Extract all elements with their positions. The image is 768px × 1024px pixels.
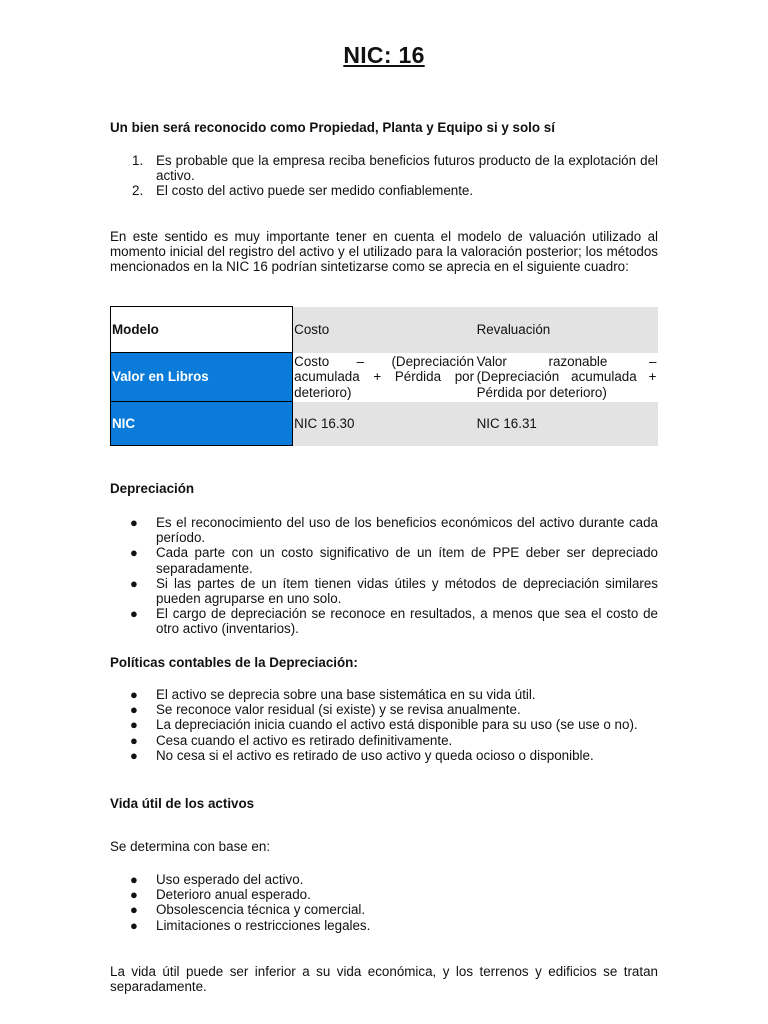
list-item-text: Si las partes de un ítem tienen vidas útiles y métodos de depreciación similares pueden agruparse en uno solo.	[156, 575, 658, 607]
table-row	[111, 307, 658, 353]
bullet-icon: ●	[130, 717, 138, 733]
list-item-text: Es el reconocimiento del uso de los beneficios económicos del activo durante cada período.	[156, 515, 658, 546]
table-row-label: Modelo	[111, 307, 293, 353]
bullet-icon: ●	[130, 872, 138, 887]
bullet-icon: ●	[130, 702, 138, 718]
bullet-icon: ●	[130, 545, 138, 561]
table-cell-revaluacion: Revaluación	[476, 307, 658, 353]
table-cell-revaluacion: NIC 16.31	[476, 402, 658, 446]
list-item-text: Cesa cuando el activo es retirado definitivamente.	[156, 732, 453, 748]
bullet-icon: ●	[130, 515, 138, 530]
list-item-text: La depreciación inicia cuando el activo está disponible para su uso (se use o no).	[156, 717, 638, 733]
list-item-text: Obsolescencia técnica y comercial.	[156, 902, 366, 918]
bullet-icon: ●	[130, 606, 138, 622]
bullet-icon: ●	[130, 575, 138, 591]
bullet-icon: ●	[130, 917, 138, 933]
table-cell-costo: Costo – (Depreciación acumulada + Pérdida por deterioro)	[294, 354, 475, 400]
list-item	[110, 748, 658, 763]
politicas-list	[110, 687, 658, 763]
vida-util-intro: Se determina con base en:	[110, 839, 271, 854]
list-number: 1.	[132, 153, 144, 168]
list-item	[110, 576, 658, 606]
list-item-text: Se reconoce valor residual (si existe) y se revisa anualmente.	[156, 702, 521, 718]
list-item	[110, 717, 658, 732]
list-item-text: Uso esperado del activo.	[156, 872, 304, 887]
list-item	[110, 153, 658, 183]
bullet-icon: ●	[130, 902, 138, 918]
list-item-text: Cada parte con un costo significativo de un ítem de PPE deber ser depreciado separadamente.	[156, 545, 658, 576]
list-item-text: Limitaciones o restricciones legales.	[156, 917, 371, 933]
vida-util-heading: Vida útil de los activos	[110, 796, 255, 811]
list-item	[110, 183, 658, 198]
list-item	[110, 606, 658, 636]
valuation-table	[110, 306, 658, 446]
table-row	[111, 402, 658, 446]
list-item	[110, 687, 658, 702]
list-item	[110, 545, 658, 575]
list-item-text: Deterioro anual esperado.	[156, 887, 311, 903]
depreciacion-heading: Depreciación	[110, 481, 195, 496]
bullet-icon: ●	[130, 687, 138, 702]
vida-util-closing: La vida útil puede ser inferior a su vida económica, y los terrenos y edificios se tratan separadamente.	[110, 964, 658, 995]
list-item-text: El activo se deprecia sobre una base sistemática en su vida útil.	[156, 687, 536, 702]
bullet-icon: ●	[130, 887, 138, 903]
list-item	[110, 887, 658, 902]
vida-util-list	[110, 872, 658, 933]
conditions-list	[110, 153, 658, 199]
list-number: 2.	[132, 183, 144, 199]
table-cell-costo: NIC 16.30	[293, 402, 476, 446]
list-item	[110, 515, 658, 545]
depreciacion-list	[110, 515, 658, 637]
valuation-paragraph: En este sentido es muy importante tener en cuenta el modelo de valuación utilizado al momento inicial del registro del activo y el utilizado para la valoración posterior; los métodos mencionados en la NIC 16 podrían sintetizarse como se aprecia en el siguiente cuadro:	[110, 229, 658, 275]
list-item-text: El costo del activo puede ser medido confiablemente.	[156, 183, 474, 199]
intro-heading: Un bien será reconocido como Propiedad, Planta y Equipo si y solo sí	[110, 120, 555, 135]
list-item	[110, 872, 658, 887]
list-item-text: Es probable que la empresa reciba beneficios futuros producto de la explotación del activo.	[156, 153, 658, 184]
list-item	[110, 702, 658, 717]
list-item-text: No cesa si el activo es retirado de uso activo y queda ocioso o disponible.	[156, 747, 594, 763]
bullet-icon: ●	[130, 747, 138, 763]
table-row-label: Valor en Libros	[111, 353, 293, 402]
table-cell-costo: Costo	[293, 307, 476, 353]
politicas-heading: Políticas contables de la Depreciación:	[110, 655, 358, 670]
bullet-icon: ●	[130, 732, 138, 748]
list-item	[110, 902, 658, 917]
table-cell-revaluacion: Valor razonable – (Depreciación acumulada + Pérdida por deterioro)	[476, 354, 657, 400]
list-item-text: El cargo de depreciación se reconoce en resultados, a menos que sea el costo de otro activo (inventarios).	[156, 606, 658, 637]
table-row	[111, 353, 658, 402]
list-item	[110, 733, 658, 748]
table-row-label: NIC	[111, 402, 293, 446]
document-title: NIC: 16	[343, 42, 425, 68]
list-item	[110, 918, 658, 933]
